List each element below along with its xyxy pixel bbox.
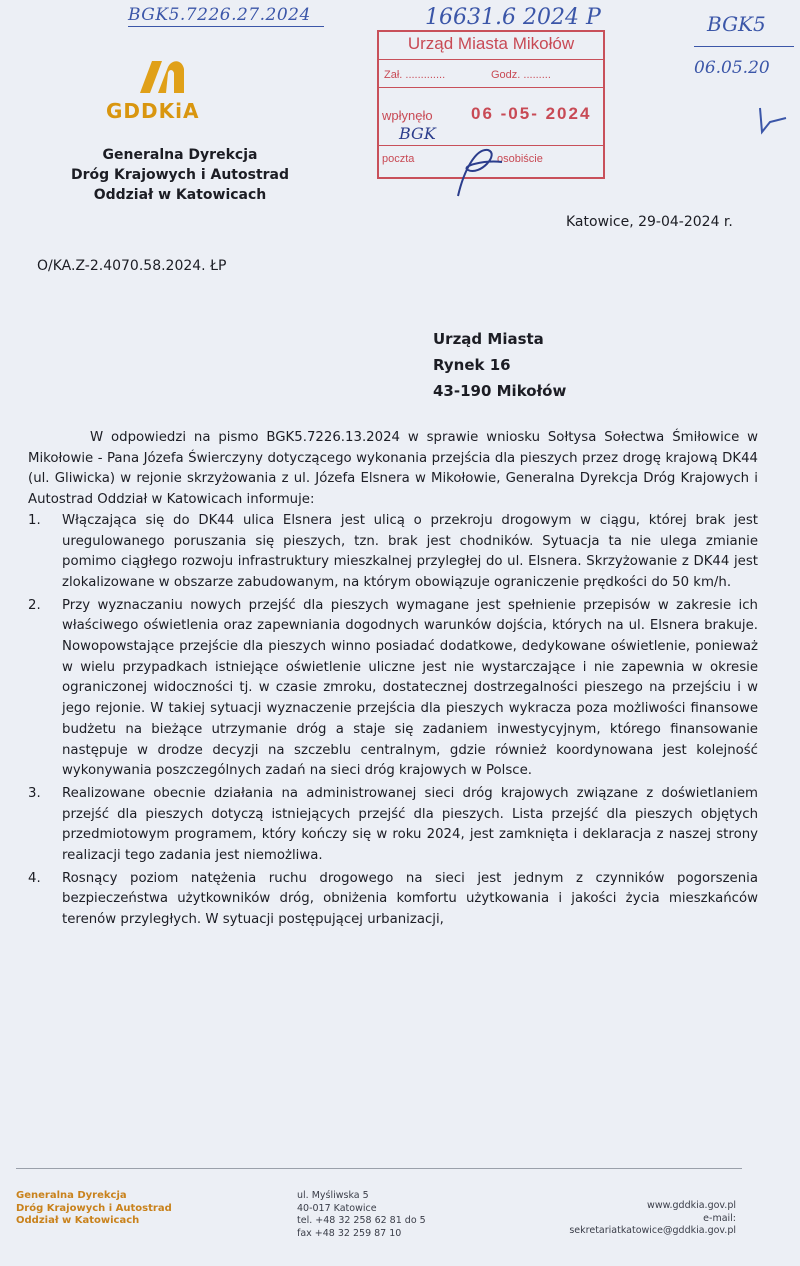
handwritten-initials: BGK5: [707, 12, 766, 36]
footer-organization: [16, 1190, 172, 1228]
list-item: [28, 596, 758, 782]
place-and-date: Katowice, 29-04-2024 r.: [566, 214, 733, 230]
list-text: Rosnący poziom natężenia ruchu drogowego na sieci jest jednym z czynników pogorszenia bezpieczeństwa użytkowników dróg, obniżenia komfortu użytkowania i jakości życia mieszkańców terenów przyległych. W sytuacji postępującej urbanizacji,: [62, 870, 758, 928]
stamp-in-person-option: osobiście: [497, 153, 543, 165]
handwritten-signature-mark: [756, 98, 792, 140]
handwritten-separator: [694, 46, 794, 47]
footer-address-line: tel. +48 32 258 62 81 do 5: [297, 1215, 426, 1226]
footer-address-line: ul. Myśliwska 5: [297, 1190, 369, 1201]
numbered-list: [28, 511, 758, 931]
list-item: [28, 511, 758, 594]
footer-org-line: Generalna Dyrekcja: [16, 1190, 127, 1201]
stamp-divider: [379, 59, 603, 60]
list-item: [28, 869, 758, 931]
stamp-divider: [379, 87, 603, 88]
sender-line: Generalna Dyrekcja: [102, 147, 258, 163]
list-item: [28, 784, 758, 867]
recipient-line: 43-190 Mikołów: [433, 382, 567, 400]
stamp-received-date: 06 -05- 2024: [471, 104, 592, 123]
recipient-address: [433, 326, 566, 404]
footer-divider: [16, 1168, 742, 1169]
list-number: 2.: [28, 597, 41, 613]
handwritten-date: 06.05.20: [694, 58, 770, 78]
handwritten-underline: [128, 26, 324, 27]
footer-address-line: fax +48 32 259 87 10: [297, 1227, 402, 1239]
footer-address: [297, 1190, 426, 1240]
footer-org-line: Oddział w Katowicach: [16, 1215, 140, 1226]
footer-contact: [540, 1200, 736, 1238]
footer-org-line: Dróg Krajowych i Autostrad: [16, 1202, 172, 1214]
gddkia-logo-icon: [138, 55, 186, 95]
footer-website-link[interactable]: www.gddkia.gov.pl: [647, 1200, 736, 1211]
stamp-hour: Godz. .........: [491, 69, 551, 81]
document-reference: O/KA.Z-2.4070.58.2024. ŁP: [37, 258, 227, 274]
recipient-line: Rynek 16: [433, 356, 511, 374]
list-text: Włączająca się do DK44 ulica Elsnera jest ulicą o przekroju drogowym w ciągu, której brak jest uregulowanego poruszania się pieszych, tzn. brak jest chodników. Sytuacja ta nie ulega zmianie pomimo ciągłego rozwoju infrastruktury mieszkalnej przyległej do ul. Elsnera. Skrzyżowanie z DK44 jest zlokalizowane w obszarze zabudowanym, na którym obowiązuje ograniczenie prędkości do 50 km/h.: [62, 512, 758, 590]
list-number: 1.: [28, 512, 41, 528]
footer-address-line: 40-017 Katowice: [297, 1202, 377, 1214]
list-number: 3.: [28, 785, 41, 801]
stamp-attachments: Zał. .............: [384, 69, 446, 81]
recipient-line: Urząd Miasta: [433, 330, 544, 348]
sender-line: Oddział w Katowicach: [93, 187, 267, 203]
handwritten-reference: BGK5.7226.27.2024: [128, 5, 311, 25]
stamp-received-by: BGK: [399, 124, 436, 143]
footer-email-link[interactable]: e-mail: sekretariatkatowice@gddkia.gov.pl: [569, 1212, 736, 1236]
list-number: 4.: [28, 870, 41, 886]
stamp-signature-mark: [450, 140, 510, 202]
list-text: Realizowane obecnie działania na administrowanej sieci dróg krajowych związane z doświetlaniem przejść dla pieszych dotyczą istniejących przejść dla pieszych. Lista przejść dla pieszych objętych przedmiotowym programem, który kończy się w roku 2024, jest zamknięta i deklaracja z naszej strony realizacji tego zadania jest niemożliwa.: [62, 785, 758, 864]
sender-organization: [0, 145, 360, 205]
sender-line: Dróg Krajowych i Autostrad: [70, 167, 290, 183]
intro-paragraph: W odpowiedzi na pismo BGK5.7226.13.2024 w sprawie wniosku Sołtysa Sołectwa Śmiłowice w Mikołowie - Pana Józefa Świerczyny dotyczącego wykonania przejścia dla pieszych przez drogę krajową DK44 (ul. Gliwicka) w rejonie skrzyżowania z ul. Józefa Elsnera w Mikołowie, Generalna Dyrekcja Dróg Krajowych i Autostrad Oddział w Katowicach informuje:: [28, 430, 758, 508]
stamp-received-label: wpłynęło: [382, 108, 433, 123]
stamp-title: Urząd Miasta Mikołów: [407, 34, 575, 53]
logo-text: GDDKiA: [106, 99, 200, 123]
list-text: Przy wyznaczaniu nowych przejść dla pieszych wymagane jest spełnienie przepisów w zakresie ich właściwego oświetlenia oraz zapewniania dogodnych warunków dojścia, których na ul. Elsnera brakuje. Nowopowstające przejście dla pieszych winno posiadać dodatkowe, dedykowane oświetlenie, ponieważ w wielu przypadkach istniejące oświetlenie uliczne jest nie wystarczające i nie zapewnia w okresie ograniczonej widoczności tj. w czasie zmroku, dostatecznej dostrzegalności pieszego na przejściu i w jego rejonie. W takiej sytuacji wyznaczenie przejścia dla pieszych wykracza poza możliwości finansowe budżetu na bieżące utrzymanie dróg a staje się zadaniem inwestycyjnym, którego finansowanie następuje w drodze decyzji na szczeblu centralnym, gdzie również koordynowana jest kolejność wykonywania poszczególnych zadań na sieci dróg krajowych w Polsce.: [62, 597, 758, 779]
stamp-mail-option: poczta: [382, 153, 415, 165]
letter-body: [28, 428, 758, 933]
handwritten-registration-number: 16631.6 2024 P: [425, 5, 601, 30]
